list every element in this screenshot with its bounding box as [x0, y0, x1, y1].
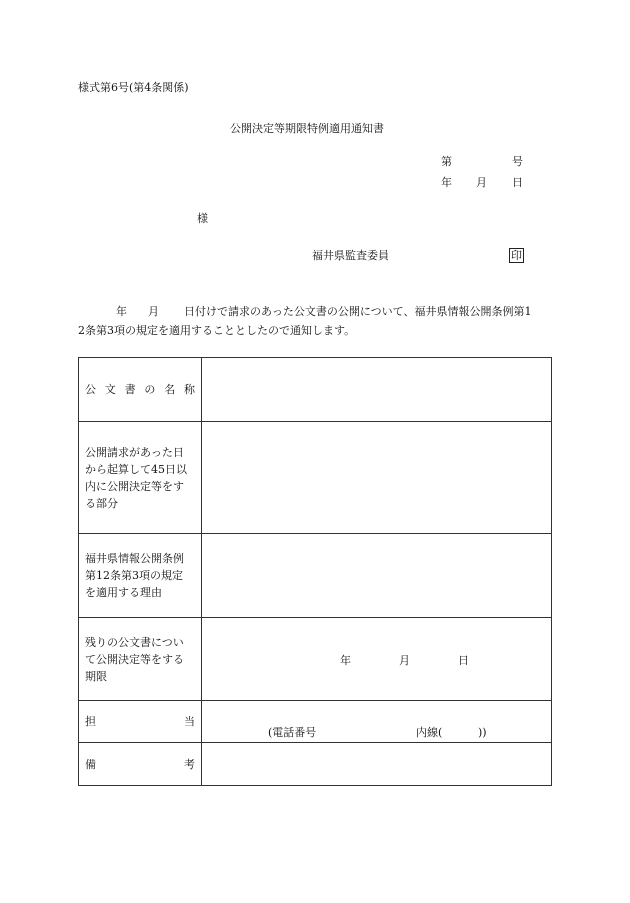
- label-char: 担: [85, 715, 96, 728]
- date-year: 年: [441, 176, 452, 189]
- label-char: 公: [85, 383, 96, 396]
- phone-number-label: (電話番号: [268, 726, 317, 739]
- label-char: 書: [124, 383, 136, 396]
- label-line: を適用する理由: [85, 586, 162, 599]
- seal-mark: [509, 248, 524, 263]
- number-go: 号: [512, 155, 523, 168]
- label-remaining-deadline: [79, 618, 202, 701]
- value-remarks[interactable]: [202, 743, 552, 786]
- deadline-day: 日: [458, 654, 469, 667]
- date-month: 月: [476, 176, 487, 189]
- label-line: 内に公開決定等をす: [85, 479, 184, 493]
- table-row: [79, 534, 552, 618]
- label-char: 当: [184, 715, 195, 728]
- body-year: 年: [116, 305, 127, 318]
- value-partial-decision[interactable]: [202, 422, 552, 534]
- value-person-in-charge[interactable]: [202, 701, 552, 743]
- label-line: て公開決定等をする: [85, 652, 184, 666]
- deadline-year: 年: [340, 654, 351, 667]
- document-title: 公開決定等期限特例適用通知書: [230, 122, 384, 135]
- label-remarks-chars: [85, 756, 201, 773]
- label-reason: [79, 534, 202, 618]
- label-line: 残りの公文書につい: [85, 635, 184, 649]
- number-dai: 第: [441, 155, 452, 168]
- label-remarks: [79, 743, 202, 786]
- body-month: 月: [148, 305, 159, 318]
- label-char: 備: [85, 757, 96, 771]
- body-line1-text: 日付けで請求のあった公文書の公開について、福井県情報公開条例第1: [184, 305, 532, 318]
- table-row: [79, 618, 552, 701]
- value-remaining-deadline[interactable]: [202, 618, 552, 701]
- label-person-in-charge-chars: [85, 713, 201, 730]
- label-line: 福井県情報公開条例: [85, 552, 184, 565]
- notice-table: [78, 357, 552, 786]
- issuer-name: 福井県監査委員: [312, 249, 389, 262]
- body-line2-text: 2条第3項の規定を適用することとしたので通知します。: [78, 324, 356, 337]
- date-day: 日: [512, 176, 523, 189]
- label-document-name: [79, 358, 202, 422]
- deadline-month: 月: [399, 654, 410, 667]
- value-document-name[interactable]: [202, 358, 552, 422]
- label-char: 文: [104, 383, 116, 396]
- label-partial-decision: [79, 422, 202, 534]
- extension-label: 内線(: [416, 726, 443, 739]
- table-row: [79, 743, 552, 786]
- label-person-in-charge: [79, 701, 202, 743]
- label-char: 名: [164, 383, 176, 396]
- addressee-suffix: 様: [197, 212, 208, 225]
- form-number-label: 様式第6号(第4条関係): [78, 81, 189, 94]
- extension-close: )): [478, 726, 487, 739]
- label-document-name-chars: [85, 381, 201, 398]
- label-char: 称: [183, 383, 195, 396]
- seal-text: 印: [511, 249, 522, 262]
- label-line: 第12条第3項の規定: [85, 569, 183, 582]
- label-line: る部分: [85, 496, 118, 510]
- label-line: 公開請求があった日: [85, 445, 184, 459]
- label-line: から起算して45日以: [85, 462, 187, 476]
- value-reason[interactable]: [202, 534, 552, 618]
- label-char: の: [144, 383, 156, 396]
- table-row: [79, 701, 552, 743]
- table-row: [79, 358, 552, 422]
- label-char: 考: [184, 757, 195, 771]
- table-row: [79, 422, 552, 534]
- label-line: 期限: [85, 669, 107, 683]
